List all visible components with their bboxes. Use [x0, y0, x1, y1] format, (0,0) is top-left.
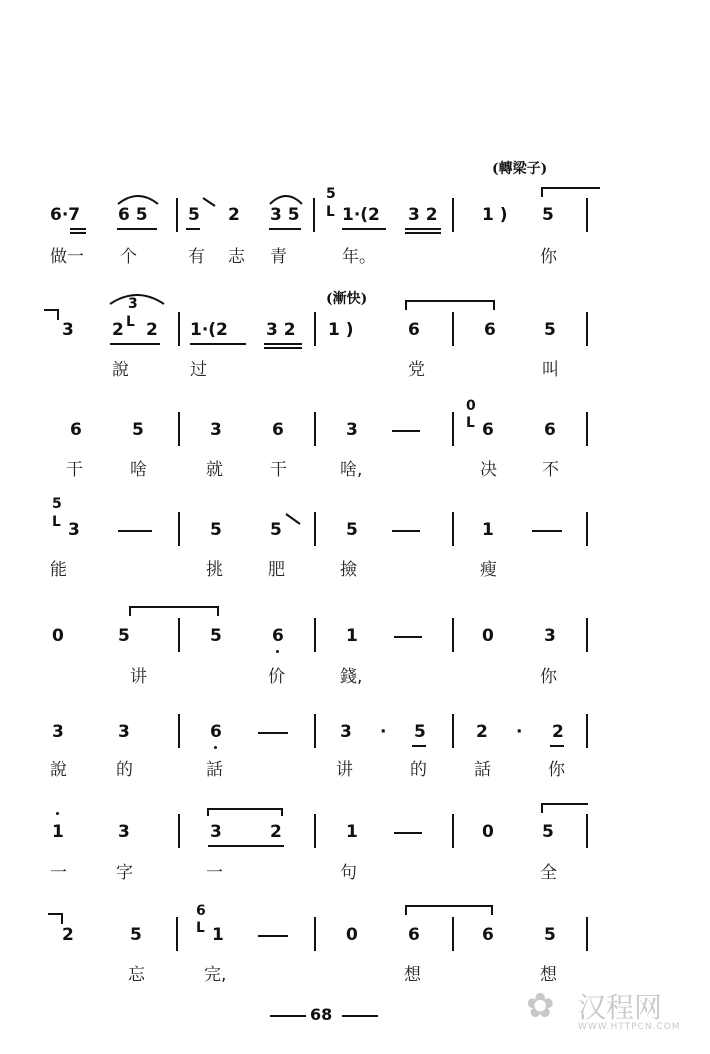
- note: 5: [414, 722, 426, 742]
- tie-bracket: [540, 185, 602, 199]
- page-number-rule-left: [270, 1015, 306, 1017]
- note: 5: [210, 520, 222, 540]
- underline: [70, 232, 86, 234]
- tempo-mark: (漸快): [326, 291, 368, 307]
- watermark-url: WWW.HTTPCN.COM: [578, 1022, 681, 1032]
- barline: [178, 714, 180, 748]
- underline: [190, 343, 246, 345]
- lyric: 瘦: [480, 560, 497, 580]
- barline: [452, 512, 454, 546]
- tie-bracket: [128, 604, 222, 618]
- grace-mark: ᒪ: [52, 514, 61, 530]
- lyric: 青: [270, 247, 287, 267]
- barline: [452, 714, 454, 748]
- grace-note: 3: [128, 296, 138, 312]
- barline: [178, 312, 180, 346]
- lyric: 你: [540, 667, 557, 687]
- note: ·: [516, 722, 523, 742]
- lyric: 句: [340, 863, 357, 883]
- note: 6: [272, 626, 284, 646]
- note: 0: [482, 626, 494, 646]
- grace-note: 0: [466, 398, 476, 414]
- lyric: 全: [540, 863, 557, 883]
- note: 1: [212, 925, 224, 945]
- barline: [452, 618, 454, 652]
- note: 2: [62, 925, 74, 945]
- lyric: 想: [540, 965, 557, 985]
- lyric: 話: [206, 760, 223, 780]
- grace-mark: ᒪ: [466, 415, 475, 431]
- note: 1: [346, 822, 358, 842]
- note: 3: [340, 722, 352, 742]
- note: 5: [132, 420, 144, 440]
- underline: [117, 228, 157, 230]
- note: 3 5: [270, 205, 300, 225]
- sustain-dash: [394, 832, 422, 834]
- lyric: 說: [50, 760, 67, 780]
- lyric: 字: [116, 863, 133, 883]
- lyric: 肥: [268, 560, 285, 580]
- lyric: 啥: [130, 460, 147, 480]
- barline: [452, 412, 454, 446]
- watermark-name: 汉程网: [578, 991, 663, 1024]
- note: 5: [544, 925, 556, 945]
- lyric: 年。: [342, 247, 376, 267]
- octave-dot: [276, 650, 279, 653]
- barline: [314, 618, 316, 652]
- barline: [452, 814, 454, 848]
- note: 6·7: [50, 205, 81, 225]
- note: 6: [210, 722, 222, 742]
- underline: [110, 343, 160, 345]
- lyric: 說: [112, 360, 129, 380]
- note: 5: [188, 205, 200, 225]
- sustain-dash: [532, 530, 562, 532]
- sustain-dash: [258, 732, 288, 734]
- tie-bracket: [540, 801, 590, 815]
- lyric: 完,: [204, 965, 227, 985]
- octave-dot: [214, 746, 217, 749]
- note: 6: [408, 925, 420, 945]
- note: 5: [210, 626, 222, 646]
- note: 1: [52, 822, 64, 842]
- lyric: 决: [480, 460, 497, 480]
- grace-mark: ᒪ: [126, 314, 135, 330]
- note: 3: [118, 722, 130, 742]
- note: 2: [146, 320, 158, 340]
- sustain-dash: [394, 636, 422, 638]
- watermark-logo-icon: ✿: [526, 986, 555, 1026]
- lyric: 話: [474, 760, 491, 780]
- barline: [452, 312, 454, 346]
- lyric: 过: [190, 360, 207, 380]
- barline: [178, 618, 180, 652]
- tie-bracket: [404, 298, 498, 312]
- underline: [405, 232, 441, 234]
- note: 0: [346, 925, 358, 945]
- barline: [586, 412, 588, 446]
- barline: [178, 814, 180, 848]
- slur: [108, 290, 166, 306]
- grace-note: 5: [326, 186, 336, 202]
- note: 3: [346, 420, 358, 440]
- note: 0: [52, 626, 64, 646]
- barline: [314, 814, 316, 848]
- slur: [116, 192, 160, 206]
- note: 2: [228, 205, 240, 225]
- note: 1 ): [328, 320, 354, 340]
- barline: [314, 714, 316, 748]
- barline: [586, 714, 588, 748]
- underline: [264, 343, 302, 345]
- note: 6: [272, 420, 284, 440]
- note: 3: [118, 822, 130, 842]
- grace-mark: ᒪ: [196, 920, 205, 936]
- barline: [586, 618, 588, 652]
- note: 0: [482, 822, 494, 842]
- lyric: 挑: [206, 560, 223, 580]
- underline: [208, 845, 284, 847]
- tie-bracket: [46, 912, 66, 926]
- lyric: 的: [410, 760, 427, 780]
- note: 6: [408, 320, 420, 340]
- note: 3 2: [266, 320, 296, 340]
- page-number: 68: [310, 1005, 333, 1024]
- lyric: 个: [120, 247, 137, 267]
- note: 5: [118, 626, 130, 646]
- lyric: 一: [206, 863, 223, 883]
- barline: [586, 917, 588, 951]
- sustain-dash: [392, 430, 420, 432]
- underline: [412, 745, 426, 747]
- note: 3: [68, 520, 80, 540]
- grace-note: 5: [52, 496, 62, 512]
- barline: [314, 512, 316, 546]
- underline: [550, 745, 564, 747]
- barline: [178, 512, 180, 546]
- lyric: 撿: [340, 560, 357, 580]
- underline: [342, 228, 386, 230]
- note: 3: [544, 626, 556, 646]
- lyric: 想: [404, 965, 421, 985]
- note: 1·(2: [342, 205, 380, 225]
- note: 5: [346, 520, 358, 540]
- note: 2: [270, 822, 282, 842]
- glide-mark: [284, 512, 302, 526]
- barline: [452, 917, 454, 951]
- note: 1: [482, 520, 494, 540]
- grace-note: 6: [196, 903, 206, 919]
- octave-dot: [56, 812, 59, 815]
- barline: [314, 917, 316, 951]
- lyric: 啥,: [340, 460, 363, 480]
- sustain-dash: [118, 530, 152, 532]
- note: 6 5: [118, 205, 148, 225]
- lyric: 你: [540, 247, 557, 267]
- note: 6: [484, 320, 496, 340]
- lyric: 志: [228, 247, 245, 267]
- note: 6: [482, 420, 494, 440]
- lyric: 党: [408, 360, 425, 380]
- barline: [314, 312, 316, 346]
- barline: [586, 198, 588, 232]
- lyric: 忘: [128, 965, 145, 985]
- lyric: 一: [50, 863, 67, 883]
- note: 3: [52, 722, 64, 742]
- underline: [269, 228, 301, 230]
- lyric: 有: [188, 247, 205, 267]
- tie-bracket: [404, 903, 496, 917]
- lyric: 讲: [336, 760, 353, 780]
- barline: [176, 917, 178, 951]
- note: 3: [210, 822, 222, 842]
- lyric: 能: [50, 560, 67, 580]
- underline: [70, 228, 86, 230]
- lyric: 你: [548, 760, 565, 780]
- glide-mark: [201, 196, 217, 208]
- barline: [314, 412, 316, 446]
- barline: [586, 512, 588, 546]
- lyric: 价: [268, 667, 285, 687]
- underline: [186, 228, 200, 230]
- slur: [268, 192, 304, 206]
- section-label: (轉梁子): [492, 161, 548, 177]
- lyric: 做一: [50, 247, 84, 267]
- lyric: 讲: [130, 667, 147, 687]
- note: 3: [62, 320, 74, 340]
- barline: [176, 198, 178, 232]
- lyric: 就: [206, 460, 223, 480]
- lyric: 錢,: [340, 667, 363, 687]
- note: 2: [112, 320, 124, 340]
- sustain-dash: [392, 530, 420, 532]
- note: 5: [270, 520, 282, 540]
- note: 6: [544, 420, 556, 440]
- page-number-rule-right: [342, 1015, 378, 1017]
- note: 1 ): [482, 205, 508, 225]
- note: 5: [542, 205, 554, 225]
- underline: [405, 228, 441, 230]
- note: 3 2: [408, 205, 438, 225]
- note: 5: [542, 822, 554, 842]
- note: 6: [70, 420, 82, 440]
- lyric: 的: [116, 760, 133, 780]
- note: 5: [544, 320, 556, 340]
- lyric: 叫: [542, 360, 559, 380]
- note: 2: [476, 722, 488, 742]
- lyric: 干: [66, 460, 83, 480]
- barline: [452, 198, 454, 232]
- lyric: 干: [270, 460, 287, 480]
- barline: [586, 814, 588, 848]
- barline: [178, 412, 180, 446]
- note: 5: [130, 925, 142, 945]
- barline: [313, 198, 315, 232]
- note: 2: [552, 722, 564, 742]
- note: ·: [380, 722, 387, 742]
- tie-bracket: [206, 806, 286, 818]
- sustain-dash: [258, 935, 288, 937]
- grace-mark: ᒪ: [326, 204, 335, 220]
- lyric: 不: [542, 460, 559, 480]
- underline: [264, 347, 302, 349]
- note: 3: [210, 420, 222, 440]
- note: 1: [346, 626, 358, 646]
- tie-bracket: [42, 308, 62, 322]
- note: 6: [482, 925, 494, 945]
- note: 1·(2: [190, 320, 228, 340]
- barline: [586, 312, 588, 346]
